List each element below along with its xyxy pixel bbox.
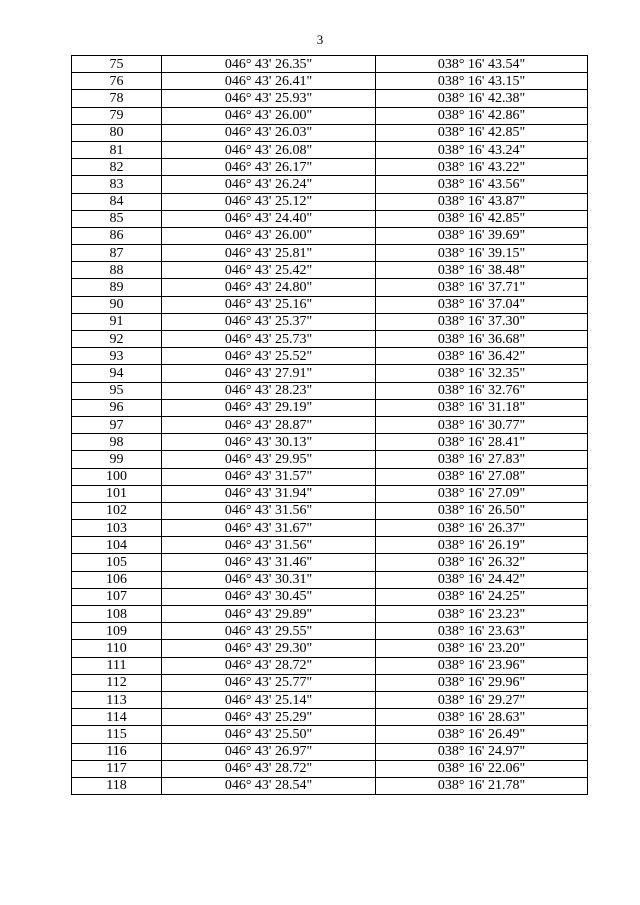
- table-row: [72, 382, 588, 399]
- latitude-cell: 046° 43' 26.00": [162, 227, 376, 244]
- table-row: [72, 760, 588, 777]
- longitude-cell: 038° 16' 42.86": [376, 107, 588, 124]
- longitude-cell: 038° 16' 28.41": [376, 434, 588, 451]
- table-row: [72, 691, 588, 708]
- table-row: [72, 623, 588, 640]
- longitude-cell: 038° 16' 32.76": [376, 382, 588, 399]
- table-row: [72, 485, 588, 502]
- point-number-cell: 115: [72, 726, 162, 743]
- point-number-cell: 108: [72, 606, 162, 623]
- point-number-cell: 90: [72, 296, 162, 313]
- point-number-cell: 94: [72, 365, 162, 382]
- latitude-cell: 046° 43' 25.50": [162, 726, 376, 743]
- table-row: [72, 176, 588, 193]
- latitude-cell: 046° 43' 31.67": [162, 520, 376, 537]
- point-number-cell: 78: [72, 90, 162, 107]
- longitude-cell: 038° 16' 22.06": [376, 760, 588, 777]
- point-number-cell: 110: [72, 640, 162, 657]
- latitude-cell: 046° 43' 26.35": [162, 56, 376, 73]
- longitude-cell: 038° 16' 43.56": [376, 176, 588, 193]
- table-row: [72, 777, 588, 794]
- latitude-cell: 046° 43' 25.77": [162, 674, 376, 691]
- table-row: [72, 674, 588, 691]
- longitude-cell: 038° 16' 23.96": [376, 657, 588, 674]
- longitude-cell: 038° 16' 24.97": [376, 743, 588, 760]
- point-number-cell: 76: [72, 73, 162, 90]
- point-number-cell: 107: [72, 588, 162, 605]
- table-row: [72, 502, 588, 519]
- point-number-cell: 87: [72, 245, 162, 262]
- point-number-cell: 114: [72, 709, 162, 726]
- point-number-cell: 91: [72, 313, 162, 330]
- longitude-cell: 038° 16' 26.32": [376, 554, 588, 571]
- longitude-cell: 038° 16' 23.20": [376, 640, 588, 657]
- table-row: [72, 451, 588, 468]
- longitude-cell: 038° 16' 36.68": [376, 331, 588, 348]
- latitude-cell: 046° 43' 31.56": [162, 502, 376, 519]
- latitude-cell: 046° 43' 25.29": [162, 709, 376, 726]
- point-number-cell: 99: [72, 451, 162, 468]
- longitude-cell: 038° 16' 43.15": [376, 73, 588, 90]
- table-row: [72, 262, 588, 279]
- latitude-cell: 046° 43' 28.87": [162, 416, 376, 433]
- latitude-cell: 046° 43' 30.31": [162, 571, 376, 588]
- table-row: [72, 296, 588, 313]
- longitude-cell: 038° 16' 24.42": [376, 571, 588, 588]
- table-row: [72, 726, 588, 743]
- latitude-cell: 046° 43' 28.72": [162, 657, 376, 674]
- table-row: [72, 141, 588, 158]
- point-number-cell: 101: [72, 485, 162, 502]
- latitude-cell: 046° 43' 25.12": [162, 193, 376, 210]
- table-row: [72, 331, 588, 348]
- latitude-cell: 046° 43' 25.42": [162, 262, 376, 279]
- latitude-cell: 046° 43' 25.81": [162, 245, 376, 262]
- latitude-cell: 046° 43' 26.08": [162, 141, 376, 158]
- longitude-cell: 038° 16' 43.24": [376, 141, 588, 158]
- longitude-cell: 038° 16' 32.35": [376, 365, 588, 382]
- longitude-cell: 038° 16' 43.22": [376, 159, 588, 176]
- point-number-cell: 112: [72, 674, 162, 691]
- point-number-cell: 100: [72, 468, 162, 485]
- longitude-cell: 038° 16' 26.37": [376, 520, 588, 537]
- longitude-cell: 038° 16' 31.18": [376, 399, 588, 416]
- latitude-cell: 046° 43' 25.16": [162, 296, 376, 313]
- table-row: [72, 193, 588, 210]
- table-row: [72, 416, 588, 433]
- latitude-cell: 046° 43' 25.93": [162, 90, 376, 107]
- table-row: [72, 743, 588, 760]
- longitude-cell: 038° 16' 24.25": [376, 588, 588, 605]
- longitude-cell: 038° 16' 42.85": [376, 124, 588, 141]
- table-row: [72, 537, 588, 554]
- table-row: [72, 434, 588, 451]
- latitude-cell: 046° 43' 30.13": [162, 434, 376, 451]
- longitude-cell: 038° 16' 27.08": [376, 468, 588, 485]
- longitude-cell: 038° 16' 38.48": [376, 262, 588, 279]
- table-row: [72, 107, 588, 124]
- latitude-cell: 046° 43' 31.57": [162, 468, 376, 485]
- point-number-cell: 109: [72, 623, 162, 640]
- latitude-cell: 046° 43' 24.80": [162, 279, 376, 296]
- point-number-cell: 102: [72, 502, 162, 519]
- point-number-cell: 81: [72, 141, 162, 158]
- point-number-cell: 104: [72, 537, 162, 554]
- latitude-cell: 046° 43' 26.24": [162, 176, 376, 193]
- latitude-cell: 046° 43' 31.94": [162, 485, 376, 502]
- longitude-cell: 038° 16' 28.63": [376, 709, 588, 726]
- latitude-cell: 046° 43' 28.23": [162, 382, 376, 399]
- point-number-cell: 89: [72, 279, 162, 296]
- latitude-cell: 046° 43' 26.41": [162, 73, 376, 90]
- longitude-cell: 038° 16' 23.23": [376, 606, 588, 623]
- latitude-cell: 046° 43' 30.45": [162, 588, 376, 605]
- latitude-cell: 046° 43' 26.03": [162, 124, 376, 141]
- table-row: [72, 606, 588, 623]
- latitude-cell: 046° 43' 29.55": [162, 623, 376, 640]
- table-row: [72, 159, 588, 176]
- latitude-cell: 046° 43' 31.56": [162, 537, 376, 554]
- point-number-cell: 97: [72, 416, 162, 433]
- point-number-cell: 118: [72, 777, 162, 794]
- page-number: 3: [316, 32, 324, 47]
- point-number-cell: 113: [72, 691, 162, 708]
- coordinates-table: [71, 55, 588, 795]
- longitude-cell: 038° 16' 42.85": [376, 210, 588, 227]
- longitude-cell: 038° 16' 37.71": [376, 279, 588, 296]
- longitude-cell: 038° 16' 26.49": [376, 726, 588, 743]
- point-number-cell: 103: [72, 520, 162, 537]
- longitude-cell: 038° 16' 37.04": [376, 296, 588, 313]
- latitude-cell: 046° 43' 26.00": [162, 107, 376, 124]
- table-row: [72, 709, 588, 726]
- table-row: [72, 468, 588, 485]
- table-row: [72, 56, 588, 73]
- latitude-cell: 046° 43' 25.73": [162, 331, 376, 348]
- latitude-cell: 046° 43' 25.37": [162, 313, 376, 330]
- point-number-cell: 84: [72, 193, 162, 210]
- point-number-cell: 86: [72, 227, 162, 244]
- point-number-cell: 105: [72, 554, 162, 571]
- table-row: [72, 657, 588, 674]
- point-number-cell: 79: [72, 107, 162, 124]
- latitude-cell: 046° 43' 28.54": [162, 777, 376, 794]
- point-number-cell: 93: [72, 348, 162, 365]
- table-row: [72, 90, 588, 107]
- point-number-cell: 96: [72, 399, 162, 416]
- point-number-cell: 117: [72, 760, 162, 777]
- table-row: [72, 365, 588, 382]
- coordinates-table-body: [72, 56, 588, 795]
- latitude-cell: 046° 43' 26.97": [162, 743, 376, 760]
- longitude-cell: 038° 16' 43.87": [376, 193, 588, 210]
- point-number-cell: 82: [72, 159, 162, 176]
- longitude-cell: 038° 16' 36.42": [376, 348, 588, 365]
- latitude-cell: 046° 43' 29.30": [162, 640, 376, 657]
- longitude-cell: 038° 16' 27.83": [376, 451, 588, 468]
- longitude-cell: 038° 16' 29.96": [376, 674, 588, 691]
- table-row: [72, 640, 588, 657]
- table-row: [72, 73, 588, 90]
- table-row: [72, 348, 588, 365]
- table-row: [72, 245, 588, 262]
- point-number-cell: 80: [72, 124, 162, 141]
- longitude-cell: 038° 16' 37.30": [376, 313, 588, 330]
- point-number-cell: 98: [72, 434, 162, 451]
- latitude-cell: 046° 43' 24.40": [162, 210, 376, 227]
- longitude-cell: 038° 16' 26.19": [376, 537, 588, 554]
- longitude-cell: 038° 16' 21.78": [376, 777, 588, 794]
- longitude-cell: 038° 16' 23.63": [376, 623, 588, 640]
- longitude-cell: 038° 16' 29.27": [376, 691, 588, 708]
- longitude-cell: 038° 16' 39.69": [376, 227, 588, 244]
- table-row: [72, 313, 588, 330]
- table-row: [72, 279, 588, 296]
- table-row: [72, 210, 588, 227]
- latitude-cell: 046° 43' 29.95": [162, 451, 376, 468]
- latitude-cell: 046° 43' 27.91": [162, 365, 376, 382]
- latitude-cell: 046° 43' 31.46": [162, 554, 376, 571]
- point-number-cell: 85: [72, 210, 162, 227]
- point-number-cell: 92: [72, 331, 162, 348]
- point-number-cell: 83: [72, 176, 162, 193]
- table-row: [72, 554, 588, 571]
- longitude-cell: 038° 16' 43.54": [376, 56, 588, 73]
- table-row: [72, 124, 588, 141]
- longitude-cell: 038° 16' 26.50": [376, 502, 588, 519]
- longitude-cell: 038° 16' 30.77": [376, 416, 588, 433]
- point-number-cell: 95: [72, 382, 162, 399]
- latitude-cell: 046° 43' 25.14": [162, 691, 376, 708]
- table-row: [72, 571, 588, 588]
- point-number-cell: 116: [72, 743, 162, 760]
- longitude-cell: 038° 16' 27.09": [376, 485, 588, 502]
- table-row: [72, 227, 588, 244]
- longitude-cell: 038° 16' 42.38": [376, 90, 588, 107]
- point-number-cell: 88: [72, 262, 162, 279]
- point-number-cell: 111: [72, 657, 162, 674]
- latitude-cell: 046° 43' 26.17": [162, 159, 376, 176]
- latitude-cell: 046° 43' 28.72": [162, 760, 376, 777]
- table-row: [72, 520, 588, 537]
- latitude-cell: 046° 43' 29.89": [162, 606, 376, 623]
- latitude-cell: 046° 43' 25.52": [162, 348, 376, 365]
- point-number-cell: 75: [72, 56, 162, 73]
- table-row: [72, 399, 588, 416]
- table-row: [72, 588, 588, 605]
- point-number-cell: 106: [72, 571, 162, 588]
- latitude-cell: 046° 43' 29.19": [162, 399, 376, 416]
- longitude-cell: 038° 16' 39.15": [376, 245, 588, 262]
